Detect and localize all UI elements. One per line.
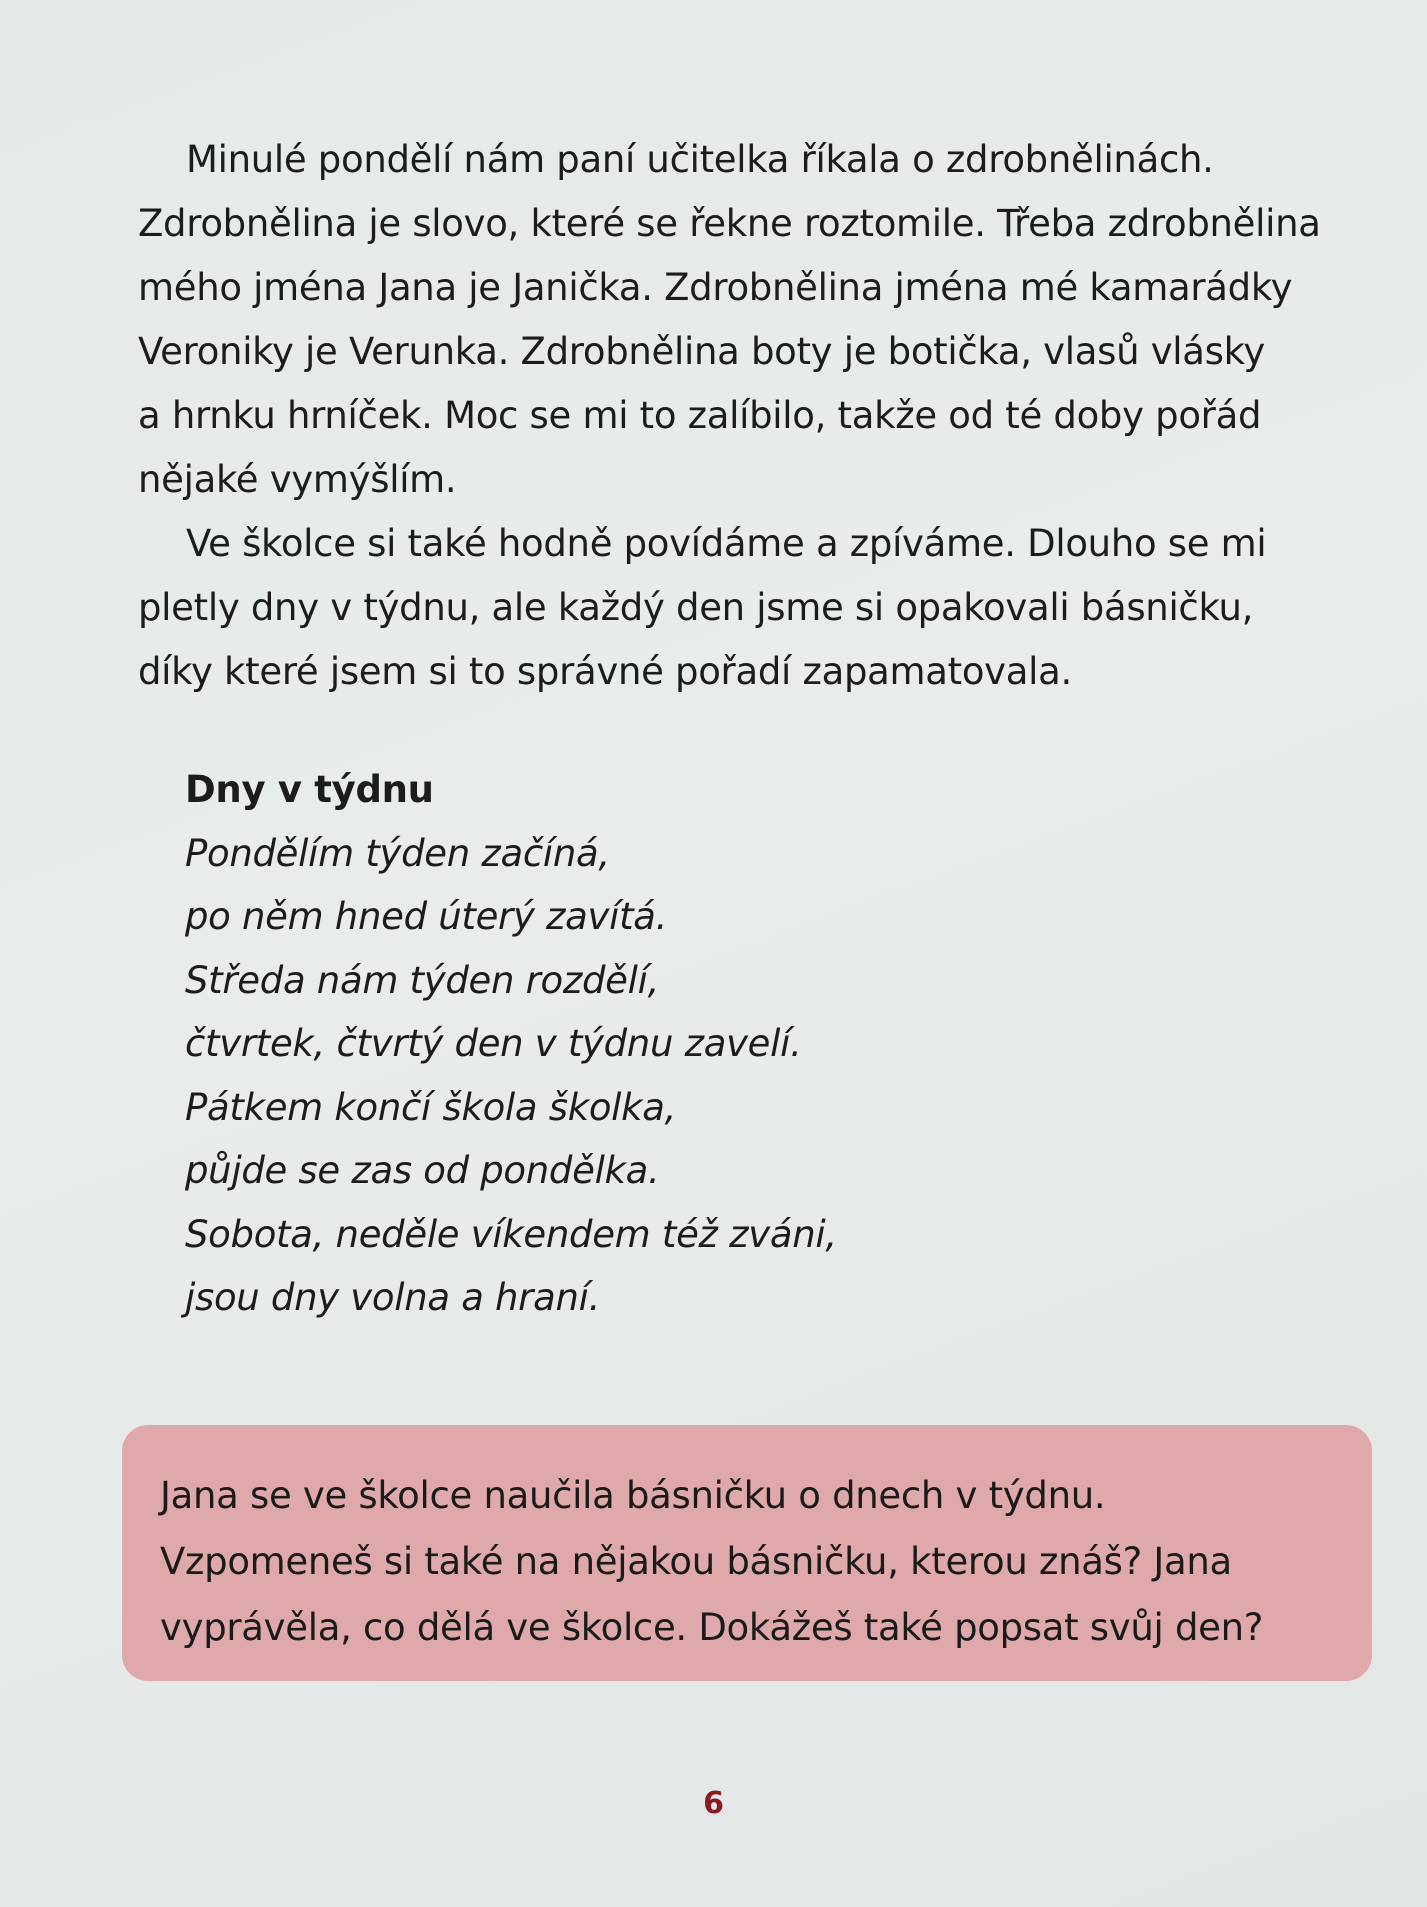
story-text [138, 128, 1378, 704]
paragraph-1 [138, 128, 1378, 512]
poem-line: Pátkem končí škola školka, [185, 1085, 677, 1129]
poem-line: po něm hned úterý zavítá. [185, 895, 668, 938]
poem-title: Dny v týdnu [185, 768, 434, 811]
poem-line: Pondělím týden začíná, [185, 831, 610, 875]
poem [185, 758, 1085, 1330]
paragraph-line: a hrnku hrníček. Moc se mi to zalíbilo, takže od té doby pořád [138, 394, 1262, 437]
question-line: Jana se ve školce naučila básničku o dnech v týdnu. [160, 1474, 1106, 1517]
page-number: 6 [703, 1786, 724, 1821]
paragraph-line: Minulé pondělí nám paní učitelka říkala o zdrobnělinách. [186, 138, 1214, 181]
paragraph-line: Zdrobnělina je slovo, které se řekne roztomile. Třeba zdrobnělina [138, 202, 1321, 245]
poem-line: čtvrtek, čtvrtý den v týdnu zavelí. [185, 1022, 802, 1065]
question-box [122, 1425, 1372, 1681]
question-line: vyprávěla, co dělá ve školce. Dokážeš také popsat svůj den? [160, 1606, 1264, 1649]
poem-line: půjde se zas od pondělka. [185, 1149, 660, 1192]
poem-line: Sobota, neděle víkendem též zváni, [185, 1212, 837, 1256]
poem-line: jsou dny volna a hraní. [185, 1276, 601, 1319]
poem-line: Středa nám týden rozdělí, [185, 958, 660, 1002]
paragraph-line: Veroniky je Verunka. Zdrobnělina boty je botička, vlasů vlásky [138, 330, 1266, 373]
paragraph-line: pletly dny v týdnu, ale každý den jsme si opakovali básničku, [138, 586, 1254, 629]
paragraph-line: Ve školce si také hodně povídáme a zpíváme. Dlouho se mi [186, 522, 1267, 565]
paragraph-line: díky které jsem si to správné pořadí zapamatovala. [138, 650, 1072, 693]
question-line: Vzpomeneš si také na nějakou básničku, kterou znáš? Jana [160, 1540, 1232, 1583]
paragraph-line: mého jména Jana je Janička. Zdrobnělina jména mé kamarádky [138, 266, 1293, 309]
paragraph-line: nějaké vymýšlím. [138, 458, 457, 501]
paragraph-2 [138, 512, 1378, 704]
